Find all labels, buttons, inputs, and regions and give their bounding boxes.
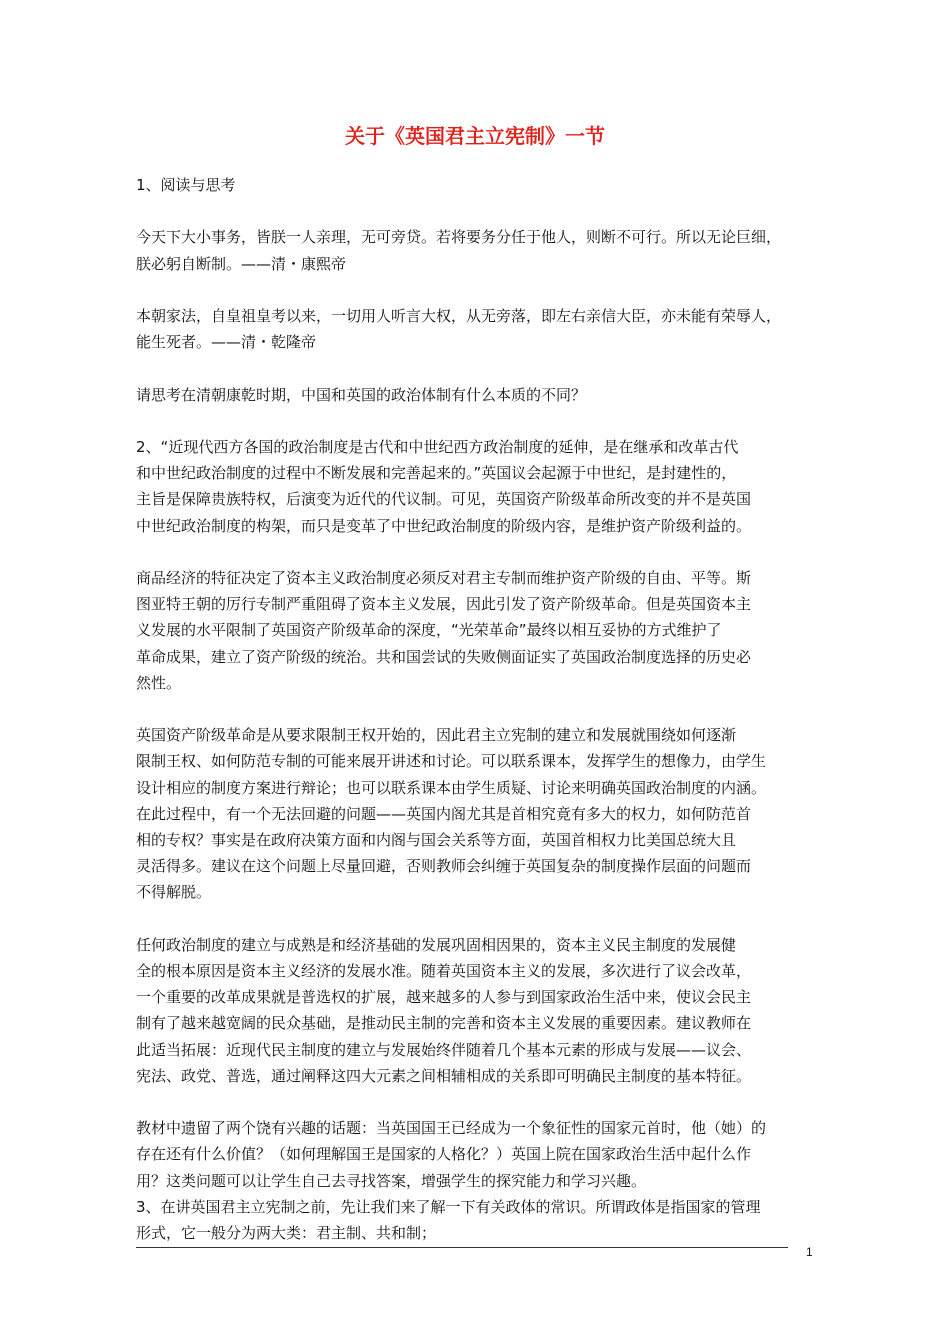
paragraph-line: 全的根本原因是资本主义经济的发展水准。随着英国资本主义的发展，多次进行了议会改革， (136, 961, 752, 980)
paragraph-line: 相的专权？事实是在政府决策方面和内阁与国会关系等方面，英国首相权力比美国总统大且 (136, 830, 737, 849)
paragraph-line: 然性。 (136, 673, 182, 692)
paragraph-line: 英国资产阶级革命是从要求限制王权开始的，因此君主立宪制的建立和发展就围绕如何逐渐 (136, 726, 737, 745)
quote-kangxi-line: 今天下大小事务，皆朕一人亲理，无可旁贷。若将要务分任于他人，则断不可行。所以无论巨细， (136, 228, 782, 247)
paragraph-line: 在此过程中，有一个无法回避的问题——英国内阁尤其是首相究竟有多大的权力，如何防范首 (136, 804, 752, 823)
paragraph-line: 形式，它一般分为两大类：君主制、共和制； (136, 1224, 437, 1242)
quote-qianlong-line: 本朝家法，自皇祖皇考以来，一切用人听言大权，从无旁落，即左右亲信大臣，亦未能有荣辱人， (136, 306, 782, 325)
paragraph-line: 用？这类问题可以让学生自己去寻找答案，增强学生的探究能力和学习兴趣。 (136, 1171, 647, 1190)
paragraph-line: 和中世纪政治制度的过程中不断发展和完善起来的。”英国议会起源于中世纪，是封建性的， (136, 464, 737, 483)
paragraph-line: 2、“近现代西方各国的政治制度是古代和中世纪西方政治制度的延伸，是在继承和改革古代 (136, 437, 739, 456)
paragraph-line: 此适当拓展：近现代民主制度的建立与发展始终伴随着几个基本元素的形成与发展——议会、 (136, 1040, 752, 1059)
paragraph-line: 宪法、政党、普选，通过阐释这四大元素之间相辅相成的关系即可明确民主制度的基本特征。 (136, 1066, 752, 1085)
paragraph-line: 限制王权、如何防范专制的可能来展开讲述和讨论。可以联系课本，发挥学生的想像力，由学生 (136, 752, 767, 771)
paragraph-line: 革命成果，建立了资产阶级的统治。共和国尝试的失败侧面证实了英国政治制度选择的历史必 (136, 647, 752, 666)
paragraph-line: 灵活得多。建议在这个问题上尽量回避，否则教师会纠缠于英国复杂的制度操作层面的问题而 (136, 857, 752, 876)
paragraph-line: 不得解脱。 (136, 883, 212, 902)
paragraph-line: 存在还有什么价值？（如何理解国王是国家的人格化？）英国上院在国家政治生活中起什么作 (136, 1145, 752, 1164)
paragraph-line: 义发展的水平限制了英国资产阶级革命的深度，“光荣革命”最终以相互妥协的方式维护了 (136, 621, 722, 640)
paragraph-line: 3、在讲英国君主立宪制之前，先让我们来了解一下有关政体的常识。所谓政体是指国家的管理 (136, 1197, 761, 1216)
page-number: 1 (806, 1245, 813, 1259)
paragraph-line: 设计相应的制度方案进行辩论；也可以联系课本由学生质疑、讨论来明确英国政治制度的内涵。 (136, 778, 767, 797)
paragraph-line: 主旨是保障贵族特权，后演变为近代的代议制。可见，英国资产阶级革命所改变的并不是英国 (136, 490, 752, 509)
paragraph-line: 一个重要的改革成果就是普选权的扩展，越来越多的人参与到国家政治生活中来，使议会民主 (136, 988, 752, 1007)
document-body (136, 172, 816, 1246)
reflection-question: 请思考在清朝康乾时期，中国和英国的政治体制有什么本质的不同？ (136, 385, 587, 404)
paragraph-line: 任何政治制度的建立与成熟是和经济基础的发展巩固相因果的，资本主义民主制度的发展健 (136, 935, 737, 954)
section-heading-1: 1、阅读与思考 (136, 176, 236, 194)
paragraph-line: 教材中遗留了两个饶有兴趣的话题：当英国国王已经成为一个象征性的国家元首时，他（她）的 (136, 1119, 767, 1138)
paragraph-line: 制有了越来越宽阔的民众基础，是推动民主制的完善和资本主义发展的重要因素。建议教师在 (136, 1014, 752, 1033)
paragraph-line: 图亚特王朝的厉行专制严重阻碍了资本主义发展，因此引发了资产阶级革命。但是英国资本主 (136, 595, 752, 614)
footer-divider (136, 1247, 788, 1248)
paragraph-line: 中世纪政治制度的构架，而只是变革了中世纪政治制度的阶级内容，是维护资产阶级利益的。 (136, 516, 752, 535)
quote-kangxi-line: 朕必躬自断制。——清・康熙帝 (136, 254, 347, 273)
paragraph-line: 商品经济的特征决定了资本主义政治制度必须反对君主专制而维护资产阶级的自由、平等。斯 (136, 568, 752, 587)
document-title: 关于《英国君主立宪制》一节 (345, 124, 605, 148)
quote-qianlong-line: 能生死者。——清・乾隆帝 (136, 333, 317, 352)
